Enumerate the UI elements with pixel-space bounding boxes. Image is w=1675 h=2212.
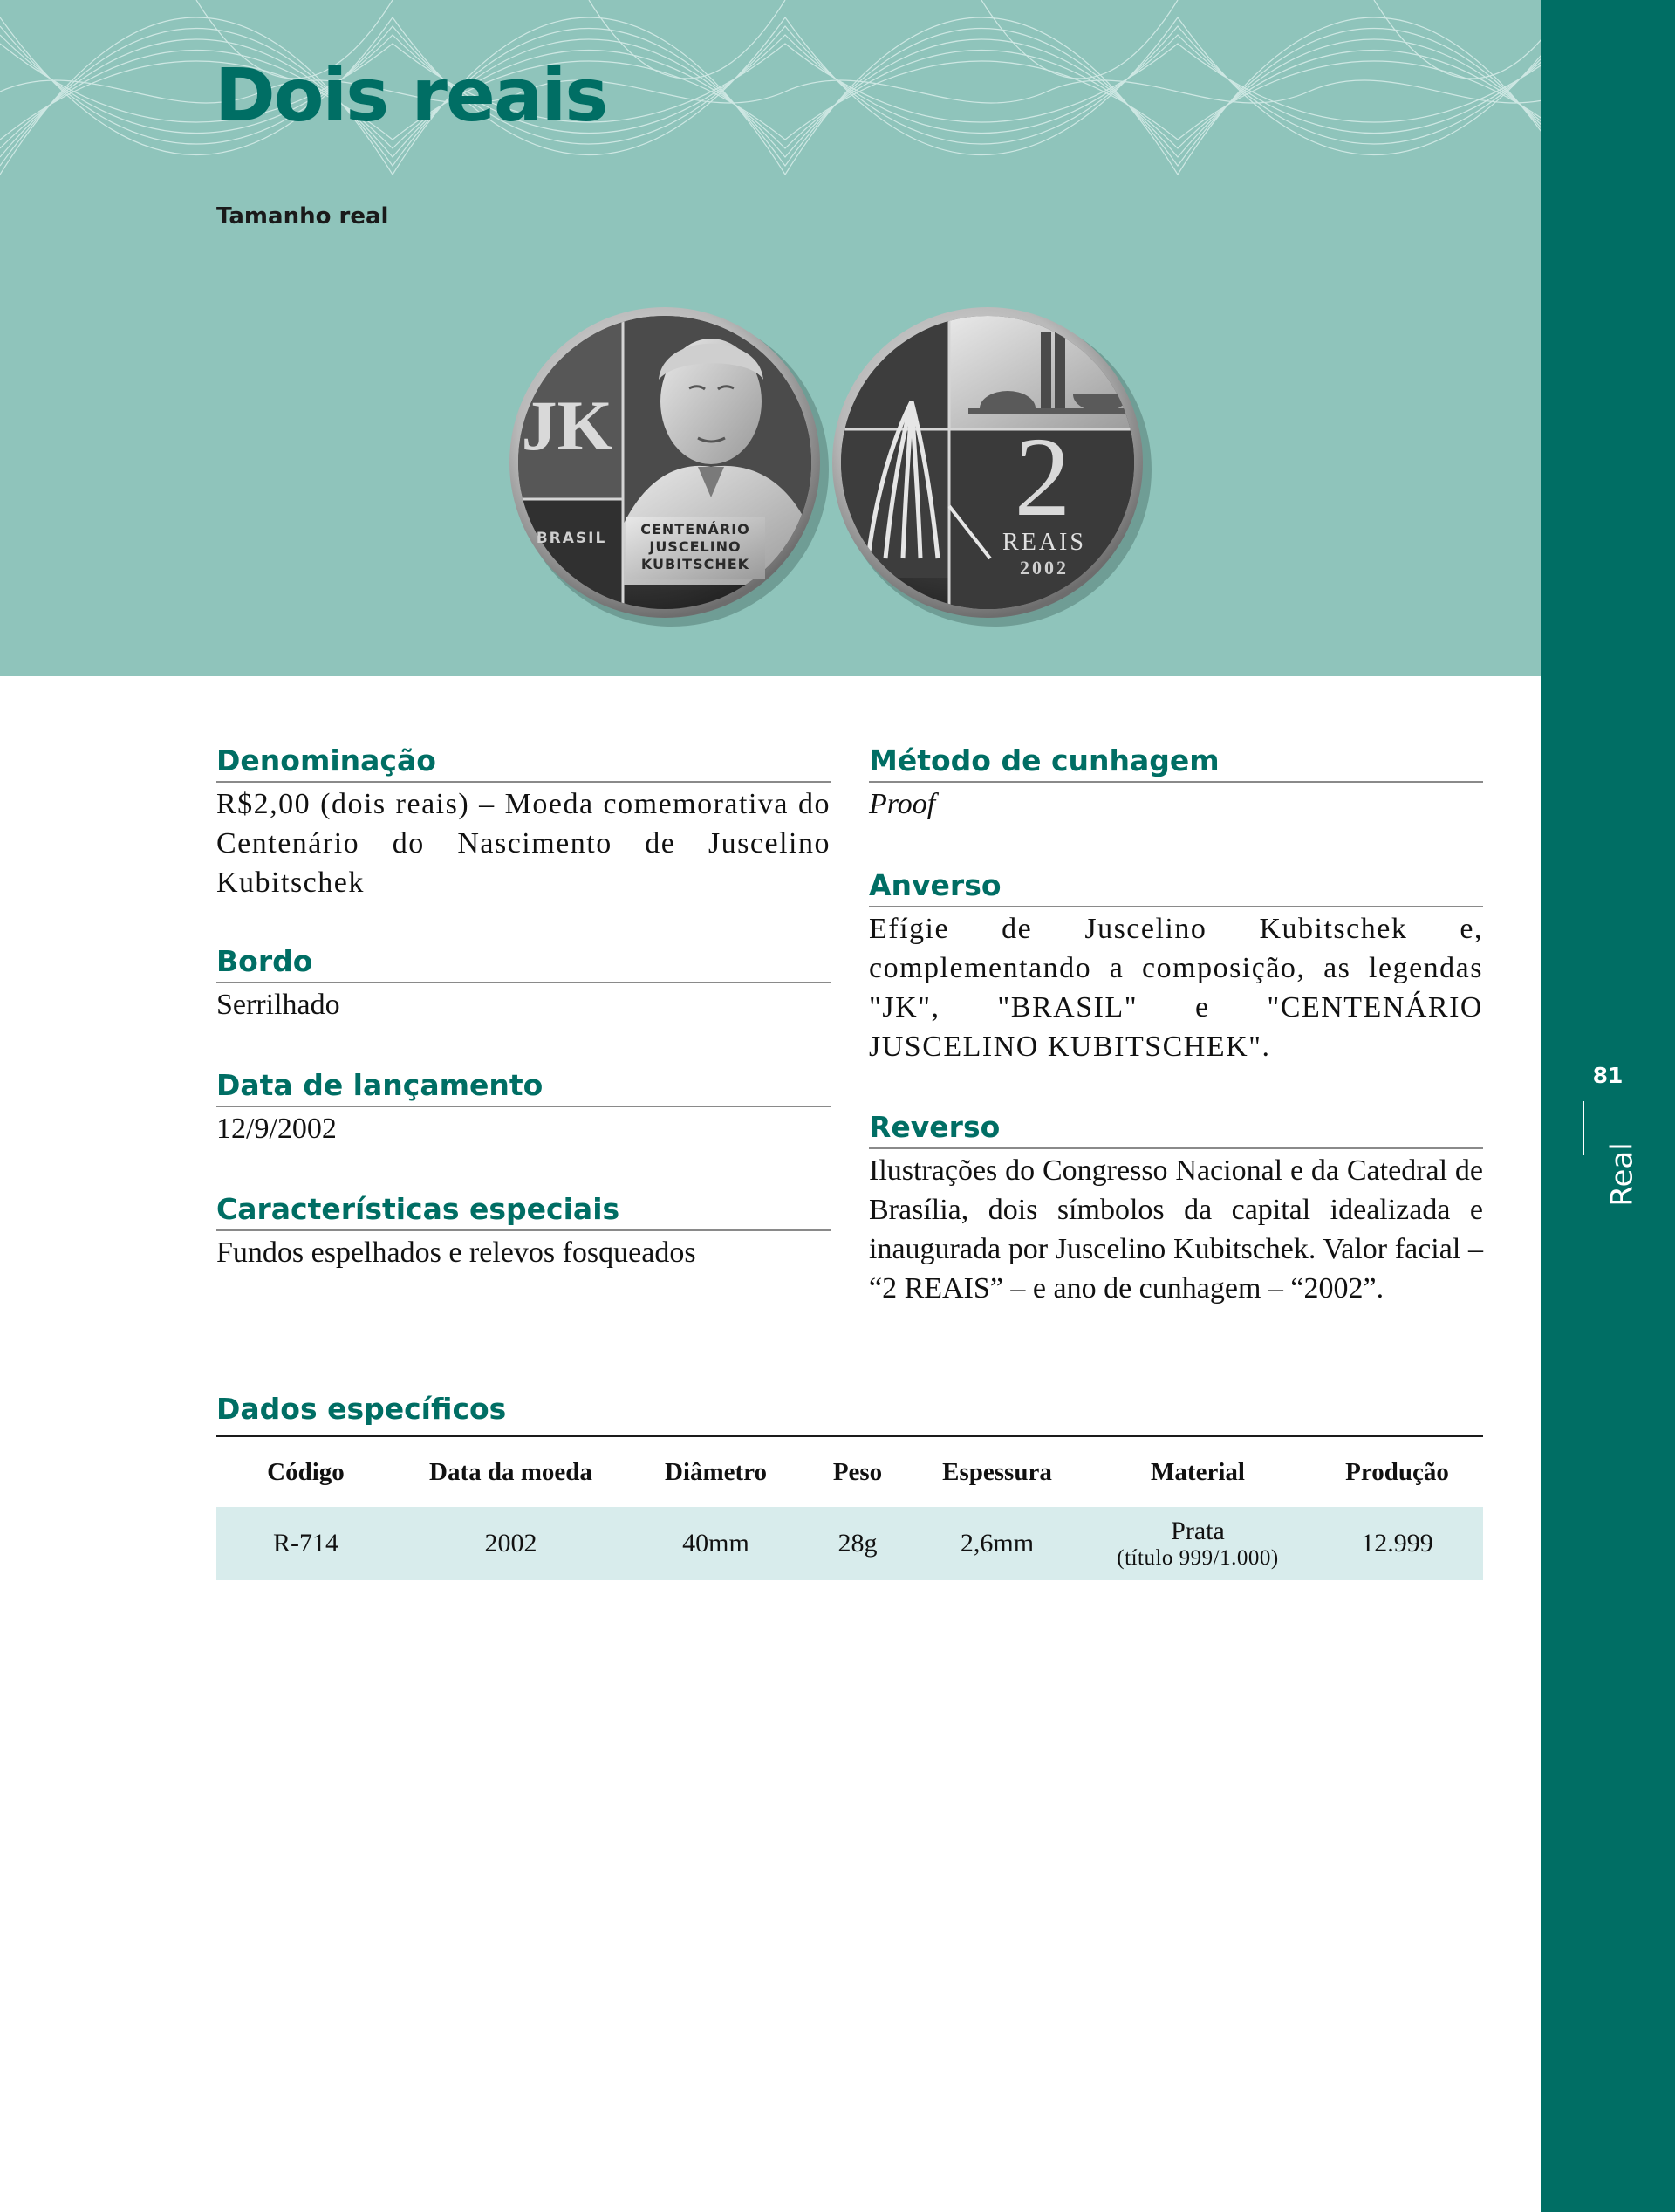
field-metodo-cunhagem [869,743,1483,824]
field-denominacao [216,743,831,902]
field-label: Características especiais [216,1192,831,1231]
column-header: Material [1151,1457,1245,1486]
reverse-numeral: 2 [1014,414,1071,540]
reverse-year: 2002 [1020,557,1069,579]
table-row [216,1507,1483,1580]
field-label: Bordo [216,944,831,983]
obverse-legend-line: KUBITSCHEK [640,556,750,572]
table-title: Dados específicos [216,1392,507,1426]
column-header: Data da moeda [429,1457,592,1486]
reverse-coin [832,307,1152,627]
reverse-denomination: REAIS [1002,529,1086,556]
column-header: Diâmetro [664,1457,768,1486]
cell-codigo: R-714 [216,1507,395,1580]
field-caracteristicas [216,1192,831,1272]
obverse-legend-line: JUSCELINO [649,538,742,555]
header-band [0,0,1541,676]
field-label: Denominação [216,743,831,783]
field-value: Fundos espelhados e relevos fosqueados [216,1236,696,1269]
field-label: Data de lançamento [216,1068,831,1107]
coin-images [502,297,1182,646]
obverse-initials: JK [521,386,613,465]
column-header: Peso [832,1457,883,1486]
specs-table [216,1435,1483,1580]
field-value: 12/9/2002 [216,1113,337,1145]
column-header: Espessura [942,1457,1052,1486]
field-value: Serrilhado [216,989,340,1021]
cell-material [1084,1507,1311,1580]
field-value: Efígie de Juscelino Kubitschek e, complementando a composição, as legendas "JK", "BRASIL" e "CENTENÁRIO JUSCELINO KUBITSCHEK". [869,913,1483,1063]
section-sidebar [1541,0,1675,2212]
field-value: Proof [869,788,936,820]
column-header: Produção [1345,1457,1449,1486]
cell-espessura: 2,6mm [910,1507,1084,1580]
field-label: Reverso [869,1110,1483,1149]
obverse-coin [509,307,829,627]
cell-producao: 12.999 [1311,1507,1483,1580]
page-title: Dois reais [215,52,607,138]
obverse-legend-line: CENTENÁRIO [640,521,750,538]
obverse-country: BRASIL [536,530,607,547]
table-header-row [216,1437,1483,1507]
sidebar-divider [1583,1101,1584,1155]
field-reverso [869,1110,1483,1308]
page-number: 81 [1592,1063,1624,1088]
cell-diametro: 40mm [626,1507,805,1580]
field-data-lancamento [216,1068,831,1148]
cell-data-moeda: 2002 [395,1507,626,1580]
field-value: R$2,00 (dois reais) – Moeda comemorativa do Centenário do Nascimento de Juscelino Kubitschek [216,788,831,899]
field-anverso [869,868,1483,1066]
cell-peso: 28g [805,1507,910,1580]
section-name: Real [1604,1142,1640,1207]
field-label: Método de cunhagem [869,743,1483,783]
page-subtitle: Tamanho real [216,203,389,229]
material-name: Prata [1171,1517,1225,1545]
field-label: Anverso [869,868,1483,907]
column-header: Código [267,1457,345,1486]
field-bordo [216,944,831,1024]
field-value: Ilustrações do Congresso Nacional e da Catedral de Brasília, dois símbolos da capital idealizada e inaugurada por Juscelino Kubitschek. Valor facial – “2 REAIS” – e ano de cunhagem – “2002”. [869,1154,1483,1305]
material-detail: (título 999/1.000) [1117,1546,1279,1570]
